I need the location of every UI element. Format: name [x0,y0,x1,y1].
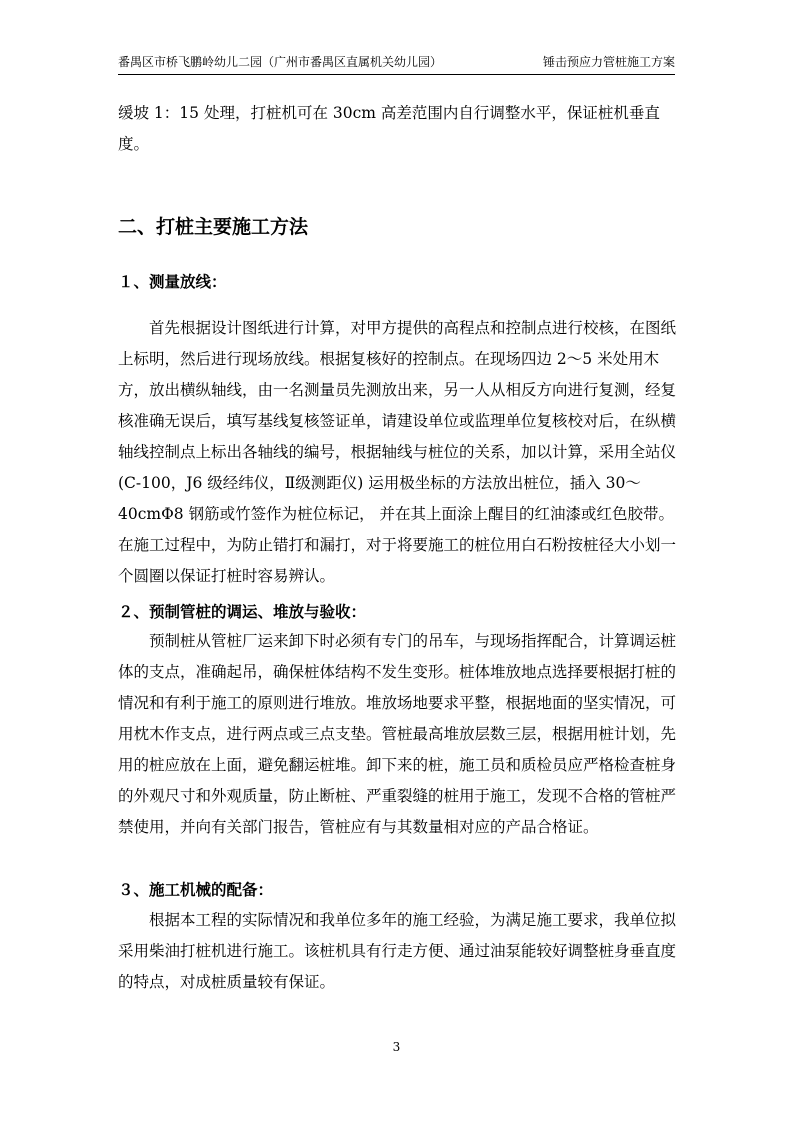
subsection-title-survey: １、测量放线： [118,273,227,291]
subsection-title-machinery: ３、施工机械的配备： [118,881,274,899]
page-number: 3 [392,1040,401,1054]
subsection-body-survey: 首先根据设计图纸进行计算，对甲方提供的高程点和控制点进行校核，在图纸上标明，然后进行现场放线。根据复核好的控制点。在现场四边 2～5 米处用木方，放出横纵轴线，由一名测量员先测放出来，另一人从相反方向进行复测，经复核准确无误后，填写基线复核签证单，请建设单位或监理单位复核校对后，在纵横轴线控制点上标出各轴线的编号，根据轴线与桩位的关系，加以计算，采用全站仪(C-100，J6 级经纬仪，Ⅱ级测距仪) 运用极坐标的方法放出桩位，插入 30～40cmΦ8 钢筋或竹签作为桩位标记， 并在其上面涂上醒目的红油漆或红色胶带。在施工过程中，为防止错打和漏打，对于将要施工的桩位用白石粉按桩径大小划一个圆圈以保证打桩时容易辨认。 [118,319,677,585]
subsection-body-machinery: 根据本工程的实际情况和我单位多年的施工经验，为满足施工要求，我单位拟采用柴油打桩机进行施工。该桩机具有行走方便、通过油泵能较好调整桩身垂直度的特点，对成桩质量较有保证。 [118,911,677,991]
header-document-title: 锤击预应力管桩施工方案 [542,55,675,69]
subsection-body-pile-handling: 预制桩从管桩厂运来卸下时必须有专门的吊车，与现场指挥配合，计算调运桩体的支点，准确起吊，确保桩体结构不发生变形。桩体堆放地点选择要根据打桩的情况和有利于施工的原则进行堆放。堆放场地要求平整，根据地面的坚实情况，可用枕木作支点，进行两点或三点支垫。管桩最高堆放层数三层，根据用桩计划，先用的桩应放在上面，避免翻运桩堆。卸下来的桩，施工员和质检员应严格检查桩身的外观尺寸和外观质量，防止断桩、严重裂缝的桩用于施工，发现不合格的管桩严禁使用，并向有关部门报告，管桩应有与其数量相对应的产品合格证。 [118,632,677,836]
subsection-title-pile-handling: ２、预制管桩的调运、堆放与验收： [118,603,367,621]
intro-paragraph: 缓坡 1：15 处理，打桩机可在 30cm 高差范围内自行调整水平，保证桩机垂直度。 [118,104,660,153]
header-project-name: 番禺区市桥飞鹏岭幼儿二园（广州市番禺区直属机关幼儿园） [118,55,443,69]
page-header [118,52,675,75]
section-title: 二、打桩主要施工方法 [118,216,309,238]
